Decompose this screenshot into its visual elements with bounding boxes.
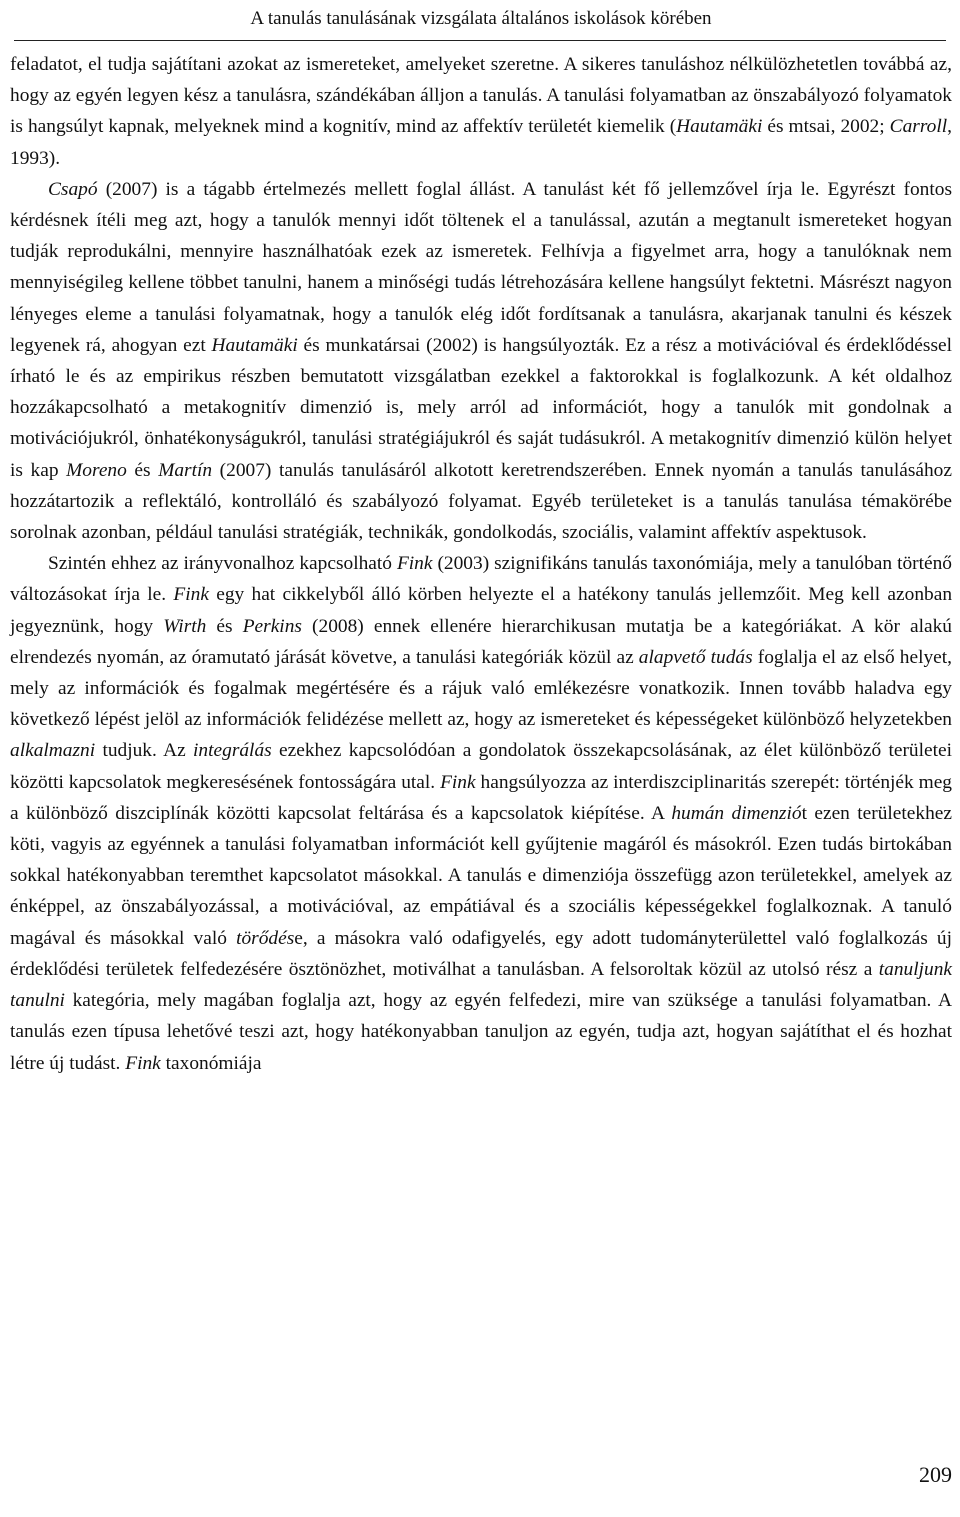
body-text (10, 49, 952, 1079)
text-run: (2007) tanulás tanulásáról alkotott keretrendszerében. Ennek nyomán a tanulás tanulásához hozzátartozik a reflektáló, kontrolláló és szabályozó folyamat. Egyéb területeket is a tanulás tanulása témakörébe sorolnak azonban, például tanulási stratégiák, technikák, gondolkodás, szociális, valamint affektív aspektusok. (10, 459, 952, 544)
paragraph (10, 548, 952, 1078)
paragraph (10, 49, 952, 174)
italic-text: Csapó (48, 178, 98, 200)
text-run: e, a másokra való odafigyelés, egy adott tudományterülettel való foglalkozás új érdeklődési területek felfedezésére ösztönözhet, motiválhat a tanulásban. A felsoroltak közül az utolsó rész a (10, 927, 952, 980)
paragraph (10, 174, 952, 548)
text-run: ezekhez kapcsolódóan a gondolatok összekapcsolásának, az élet különböző területei közötti kapcsolatok megkeresésének fontosságára utal. (10, 740, 952, 793)
text-run: tudjuk. Az (95, 740, 194, 762)
text-run: egy hat cikkelyből álló körben helyezte el a hatékony tanulás jellemzőit. Meg kell azonban jegyeznünk, hogy (10, 584, 953, 637)
italic-text: tanuljunk tanulni (10, 958, 952, 1012)
italic-text: Hautamäki (676, 116, 763, 138)
text-run: feladatot, el tudja sajátítani azokat az ismereteket, amelyeket szeretne. A sikeres tanuláshoz nélkülözhetetlen továbbá az, hogy az egyén legyen kész a tanulásra, szándékában álljon a tanulás. A tanulási folyamatban az önszabályozó folyamatok is hangsúlyt kapnak, melyeknek mind a kognitív, mind az affektív területét kiemelik ( (10, 54, 952, 138)
italic-text: Perkins (242, 615, 302, 637)
italic-text: Hautamäki (211, 334, 298, 356)
italic-text: alkalmazni (10, 740, 96, 762)
italic-text: humán dimenzió (671, 802, 802, 824)
text-run: (2008) ennek ellenére hierarchikusan mutatja be a kategóriákat. A kör alakú elrendezés nyomán, az óramutató járását követve, a tanulási kategóriák közül az (10, 615, 953, 668)
text-run: és mtsai, 2002; (762, 116, 890, 138)
italic-text: törődés (236, 927, 295, 949)
italic-text: Carroll (889, 116, 948, 138)
text-run: kategória, mely magában foglalja azt, hogy az egyén felfedezi, mire van szüksége a tanulási folyamatban. A tanulás ezen típusa lehetővé teszi azt, hogy hatékonyabban tanuljon az egyén, tudja azt, hogyan sajátíthat el és hozhat létre új tudást. (10, 990, 952, 1074)
page-number: 209 (919, 1462, 952, 1487)
italic-text: Fink (396, 553, 433, 575)
text-run: és (126, 459, 159, 481)
italic-text: Fink (173, 584, 209, 606)
text-run: taxonómiája (160, 1052, 262, 1074)
italic-text: Martín (158, 459, 213, 481)
italic-text: Wirth (163, 615, 207, 637)
text-run: , 1993). (10, 116, 952, 169)
text-run: foglalja el az első helyet, mely az információk és fogalmak megértésére és a rájuk való emlékezésre vonatkozik. Innen tovább haladva egy következő lépést jelöl az információk felidézése mellett az, hogy az ismereteket és képességeket különböző helyzetekben (10, 646, 952, 731)
text-run: hangsúlyozza az interdiszciplinaritás szerepét: történjék meg a különböző diszciplínák közötti kapcsolat feltárása és a kapcsolatok kiépítése. A (10, 771, 953, 824)
text-run: t ezen területekhez köti, vagyis az egyénnek a tanulási folyamatban információt kell gyűjtenie magáról és másokról. Ezen tudás birtokában sokkal hatékonyabban teremthet kapcsolatot másokkal. A tanulás e dimenziója összefügg azon területekkel, amelyek az énképpel, az önszabályozással, a motivációval, az empátiával és a szociális képességekkel foglalkoznak. A tanuló magával és másokkal való (10, 802, 953, 949)
italic-text: Fink (125, 1052, 161, 1074)
text-run: (2003) szignifikáns tanulás taxonómiája, mely a tanulóban történő változásokat írja le. (10, 553, 952, 606)
italic-text: Moreno (66, 459, 127, 481)
italic-text: alapvető tudás (638, 646, 753, 668)
italic-text: integrálás (193, 740, 272, 762)
text-run: és (206, 615, 243, 637)
text-run: és munkatársai (2002) is hangsúlyozták. Ez a rész a motivációval és érdeklődéssel írható le és az empirikus részben bemutatott vizsgálatban ezekkel a faktorokkal is foglalkozunk. A két oldalhoz hozzákapcsolható a metakognitív dimenzió is, mely arról ad információt, hogy a tanulók mit gondolnak a motivációjukról, önhatékonyságukról, tanulási stratégiájukról és saját tudásukról. A metakognitív dimenzió külön helyet is kap (10, 334, 952, 481)
italic-text: Fink (440, 771, 476, 793)
text-run: (2007) is a tágabb értelmezés mellett foglal állást. A tanulást két fő jellemzővel írja le. Egyrészt fontos kérdésnek ítéli meg azt, hogy a tanulók mennyi időt töltenek el a tanulással, azután a megtanult ismereteket hogyan tudják reprodukálni, mennyire használhatóak ezek az ismeretek. Felhívja a figyelmet arra, hogy a tanulóknak nem mennyiségileg kellene többet tanulni, hanem a minőségi tudás létrehozására kellene hangsúlyt fektetni. Másrészt nagyon lényeges eleme a tanulási folyamatnak, hogy a tanulók elég időt fordítsanak a tanulásra, akarjanak tanulni és készek legyenek rá, ahogyan ezt (10, 178, 952, 356)
header-rule (14, 40, 946, 41)
text-run: Szintén ehhez az irányvonalhoz kapcsolható (48, 553, 397, 575)
running-header: A tanulás tanulásának vizsgálata általános iskolások körében (250, 8, 712, 29)
